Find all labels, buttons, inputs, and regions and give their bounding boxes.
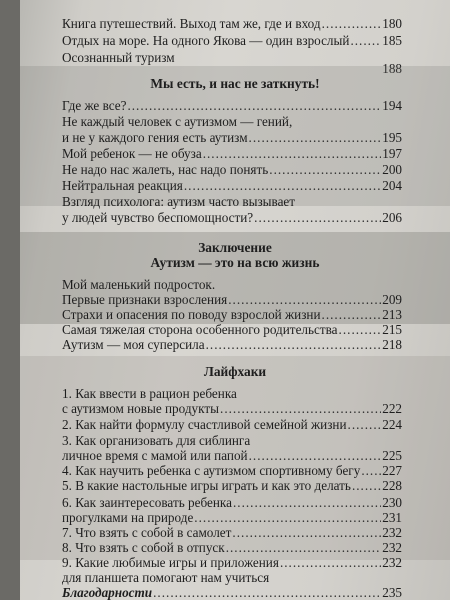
- toc-entry: [62, 210, 402, 225]
- toc-entry-title: и не у каждого гения есть аутизм: [62, 130, 248, 145]
- toc-entry-page: 209: [382, 292, 402, 307]
- toc-entry-title: 5. В какие настольные игры играть и как это делать: [62, 478, 351, 493]
- toc-entry: [62, 292, 402, 307]
- toc-entry: [62, 146, 402, 161]
- toc-entry: [62, 114, 402, 129]
- toc-entry-title: 2. Как найти формулу счастливой семейной жизни: [62, 417, 347, 432]
- toc-leader-dots: [361, 463, 381, 478]
- toc-entry-title: Аутизм — моя суперсила: [62, 337, 205, 352]
- toc-entry-title: Мой маленький подросток.: [62, 277, 216, 292]
- toc-entry: [62, 194, 402, 209]
- toc-entry-title: Осознанный туризм: [62, 50, 175, 65]
- toc-entry-page: 188: [382, 61, 402, 76]
- toc-entry-page: 213: [382, 307, 402, 322]
- toc-leader-dots: [348, 417, 382, 432]
- toc-entry: [62, 570, 402, 585]
- toc-leader-dots: [127, 98, 381, 113]
- toc-entry: [62, 337, 402, 352]
- toc-entry-title: прогулками на природе: [62, 510, 194, 525]
- toc-entry-page: 195: [382, 130, 402, 145]
- toc-leader-dots: [254, 210, 381, 225]
- toc-entry: [62, 98, 402, 113]
- toc-entry-page: 185: [382, 33, 402, 48]
- toc-entry-title: 7. Что взять с собой в самолет: [62, 525, 232, 540]
- toc-entry-page: 200: [382, 162, 402, 177]
- toc-entry-page: 204: [382, 178, 402, 193]
- section-heading: Заключение: [198, 240, 272, 255]
- toc-leader-dots: [322, 16, 382, 31]
- toc-entry-page: 206: [382, 210, 402, 225]
- toc-entry-title: Не надо нас жалеть, нас надо понять: [62, 162, 269, 177]
- toc-entry-title: для планшета помогают нам учиться: [62, 570, 270, 585]
- section-heading: Лайфхаки: [203, 364, 267, 379]
- toc-leader-dots: [226, 540, 382, 555]
- toc-entry-title: Отдых на море. На одного Якова — один взрослый: [62, 33, 350, 48]
- toc-entry: [62, 525, 402, 540]
- toc-leader-dots: [339, 322, 382, 337]
- toc-entry: [62, 433, 402, 448]
- toc-entry: [62, 16, 402, 31]
- toc-entry-title: личное время с мамой или папой: [62, 448, 248, 463]
- toc-entry: [62, 417, 402, 432]
- toc-entry-page: 228: [382, 478, 402, 493]
- toc-entry-page: 194: [382, 98, 402, 113]
- toc-entry: [62, 162, 402, 177]
- toc-entry: [62, 307, 402, 322]
- toc-leader-dots: [220, 401, 381, 416]
- toc-entry-title: Взгляд психолога: аутизм часто вызывает: [62, 194, 296, 209]
- toc-leader-dots: [228, 292, 381, 307]
- toc-entry-title: 4. Как научить ребенка с аутизмом спортивному бегу: [62, 463, 361, 478]
- section-subheading: Аутизм — это на всю жизнь: [150, 255, 320, 270]
- toc-entry-page: 225: [382, 448, 402, 463]
- toc-entry-page: 235: [382, 585, 402, 600]
- toc-entry-title: 3. Как организовать для сиблинга: [62, 433, 251, 448]
- toc-leader-dots: [249, 130, 382, 145]
- toc-entry-page: 218: [382, 337, 402, 352]
- toc-leader-dots: [280, 555, 381, 570]
- toc-entry: [62, 555, 402, 570]
- toc-entry-title: Книга путешествий. Выход там же, где и вход: [62, 16, 321, 31]
- toc-entry: [62, 463, 402, 478]
- toc-leader-dots: [194, 510, 381, 525]
- toc-entry-page: 227: [382, 463, 402, 478]
- toc-leader-dots: [203, 146, 382, 161]
- toc-entry-page: 231: [382, 510, 402, 525]
- toc-entry: [62, 448, 402, 463]
- toc-entry-title: 1. Как ввести в рацион ребенка: [62, 386, 237, 401]
- toc-entry-title: Нейтральная реакция: [62, 178, 183, 193]
- toc-leader-dots: [233, 495, 381, 510]
- book-page: [20, 0, 450, 600]
- toc-entry: [62, 130, 402, 145]
- toc-entry-page: 180: [382, 16, 402, 31]
- toc-leader-dots: [322, 307, 382, 322]
- toc-entry-page: 224: [382, 417, 402, 432]
- toc-leader-dots: [206, 337, 382, 352]
- toc-entry: [62, 495, 402, 510]
- toc-entry-title: Страхи и опасения по поводу взрослой жизни: [62, 307, 321, 322]
- toc-entry-title: Не каждый человек с аутизмом — гений,: [62, 114, 293, 129]
- toc-leader-dots: [350, 33, 381, 48]
- toc-entry: [62, 540, 402, 555]
- toc-leader-dots: [153, 585, 381, 600]
- toc-entry-title: Первые признаки взросления: [62, 292, 228, 307]
- toc-entry: [62, 510, 402, 525]
- toc-leader-dots: [232, 525, 381, 540]
- toc-entry-page: 222: [382, 401, 402, 416]
- toc-entry-page: 232: [382, 525, 402, 540]
- toc-entry-page: 215: [382, 322, 402, 337]
- toc-entry-title: Самая тяжелая сторона особенного родительства: [62, 322, 338, 337]
- toc-entry: [62, 585, 402, 600]
- toc-entry: [62, 178, 402, 193]
- toc-entry-page: 232: [382, 540, 402, 555]
- section-heading: Мы есть, и нас не заткнуть!: [150, 76, 320, 91]
- toc-entry-page: 230: [382, 495, 402, 510]
- toc-entry-title: с аутизмом новые продукты: [62, 401, 220, 416]
- toc-entry: [62, 33, 402, 48]
- toc-entry-title: 9. Какие любимые игры и приложения: [62, 555, 279, 570]
- toc-entry: [62, 401, 402, 416]
- toc-leader-dots: [269, 162, 381, 177]
- toc-leader-dots: [184, 178, 381, 193]
- toc-entry: [62, 277, 402, 292]
- toc-leader-dots: [352, 478, 381, 493]
- toc-entry-page: 197: [382, 146, 402, 161]
- toc-leader-dots: [249, 448, 382, 463]
- toc-entry-title: Мой ребенок — не обуза: [62, 146, 202, 161]
- toc-entry-title: 6. Как заинтересовать ребенка: [62, 495, 232, 510]
- toc-entry: [62, 478, 402, 493]
- toc-entry-title: 8. Что взять с собой в отпуск: [62, 540, 225, 555]
- toc-entry: [62, 322, 402, 337]
- toc-entry-title: Благодарности: [62, 585, 153, 600]
- toc-entry-title: у людей чувство беспомощности?: [62, 210, 254, 225]
- toc-entry-title: Где же все?: [62, 98, 127, 113]
- toc-entry: [62, 50, 402, 76]
- toc-entry: [62, 386, 402, 401]
- toc-entry-page: 232: [382, 555, 402, 570]
